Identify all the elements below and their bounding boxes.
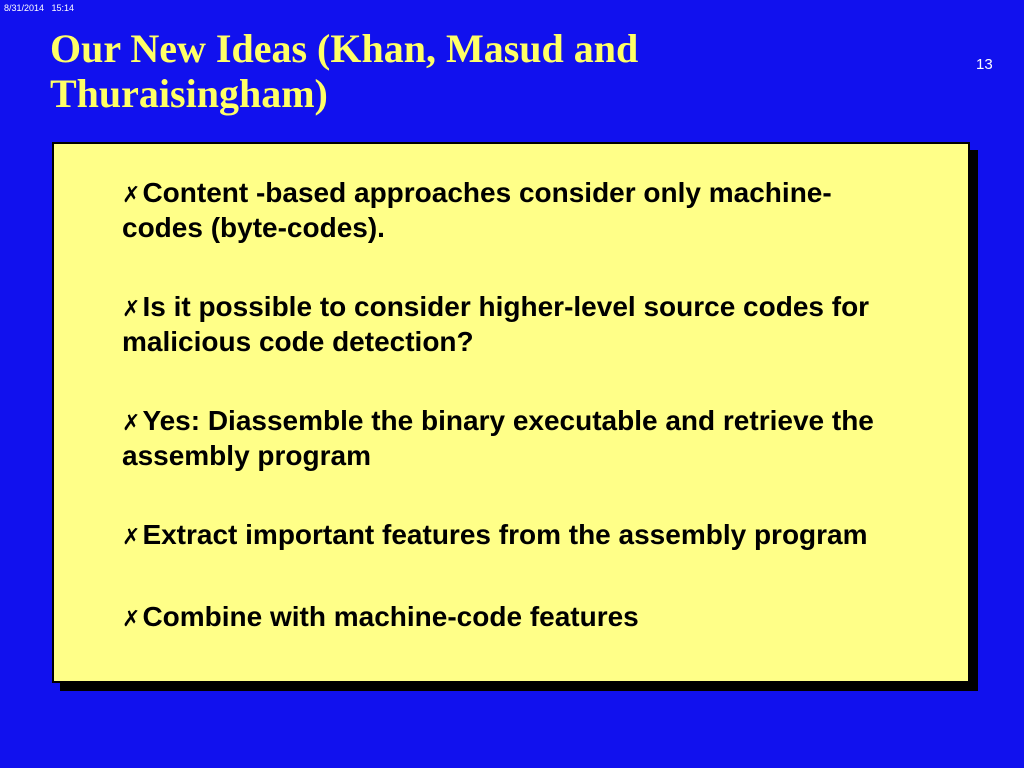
bullet-item	[122, 291, 902, 358]
timestamp: 8/31/2014 15:14	[4, 3, 75, 13]
bullet-text: Is it possible to consider higher-level source codes for malicious code detection?	[122, 291, 870, 357]
slide-title: Our New Ideas (Khan, Masud and Thuraisingham)	[50, 26, 639, 116]
bullet-text: Yes: Diassemble the binary executable and retrieve the assembly program	[122, 405, 874, 471]
bullet-x-icon: ✗	[122, 297, 141, 322]
bullet-item	[122, 177, 902, 244]
bullet-x-icon: ✗	[122, 525, 141, 550]
bullet-text: Content -based approaches consider only machine-codes (byte-codes).	[122, 177, 832, 243]
content-panel	[52, 142, 970, 683]
bullet-item	[122, 519, 902, 554]
bullet-list	[122, 177, 902, 636]
bullet-text: Extract important features from the assembly program	[142, 519, 868, 550]
bullet-text: Combine with machine-code features	[142, 601, 639, 632]
bullet-x-icon: ✗	[122, 183, 141, 208]
slide-number: 13	[976, 56, 993, 73]
bullet-x-icon: ✗	[122, 411, 141, 436]
bullet-item	[122, 405, 902, 472]
bullet-item	[122, 601, 902, 636]
bullet-x-icon: ✗	[122, 607, 141, 632]
